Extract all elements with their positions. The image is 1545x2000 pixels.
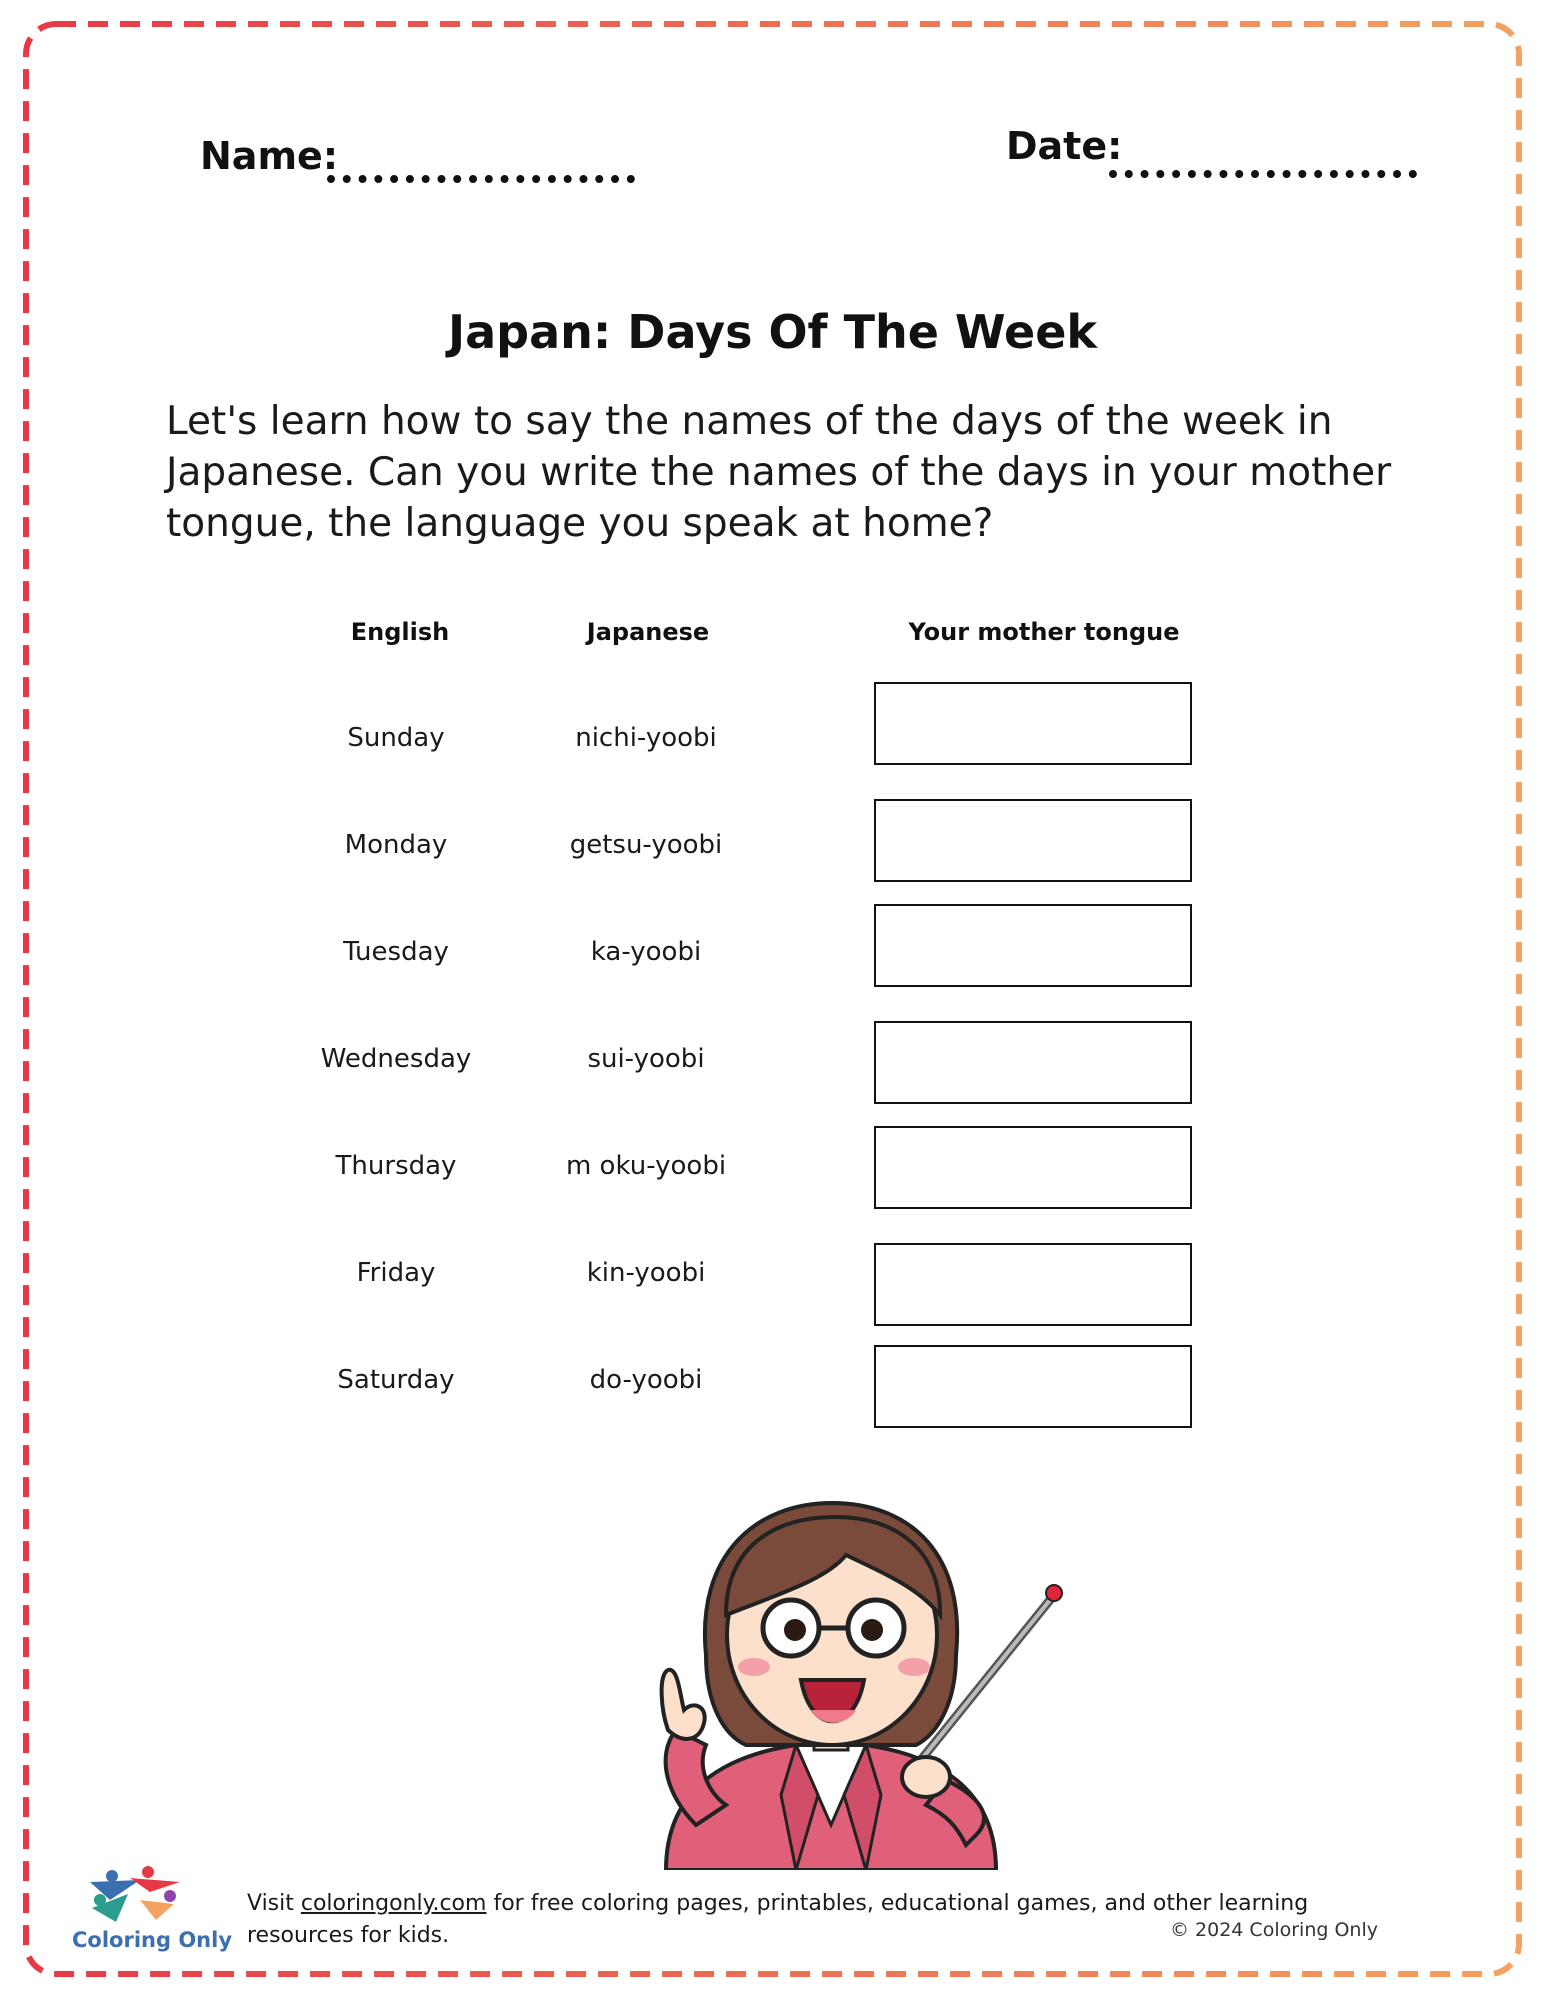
coloringonly-link[interactable]: coloringonly.com (300, 1891, 487, 1916)
column-header-mother-tongue: Your mother tongue (908, 618, 1180, 646)
intro-paragraph: Let's learn how to say the names of the days of the week in Japanese. Can you write the names of the days in your mother tongue, the language you speak at home? (166, 399, 1392, 546)
japanese-day: m oku-yoobi (565, 1151, 727, 1181)
japanese-day: kin-yoobi (586, 1258, 706, 1288)
footer-visit: Visit (247, 1891, 301, 1916)
column-header-english: English (350, 618, 450, 646)
english-day: Tuesday (343, 937, 449, 967)
name-label: Name: (200, 134, 339, 178)
japanese-day: sui-yoobi (587, 1044, 705, 1074)
answer-box-wednesday[interactable] (874, 1021, 1192, 1104)
english-day: Saturday (337, 1365, 455, 1395)
japanese-day: ka-yoobi (590, 937, 702, 967)
answer-box-saturday[interactable] (874, 1345, 1192, 1428)
logo-text: Coloring Only (72, 1928, 233, 1952)
english-day: Monday (344, 830, 448, 860)
answer-box-monday[interactable] (874, 799, 1192, 882)
coloring-only-logo-icon (70, 1860, 190, 1930)
answer-box-thursday[interactable] (874, 1126, 1192, 1209)
japanese-day: do-yoobi (589, 1365, 703, 1395)
answer-box-sunday[interactable] (874, 682, 1192, 765)
teacher-illustration (596, 1495, 1076, 1870)
english-day: Thursday (335, 1151, 457, 1181)
footer-rest: for free coloring pages, printables, educational games, and other learning resources for kids. (247, 1891, 1309, 1948)
japanese-day: getsu-yoobi (569, 830, 723, 860)
japanese-day: nichi-yoobi (575, 723, 717, 753)
english-day: Wednesday (320, 1044, 472, 1074)
english-day: Friday (356, 1258, 436, 1288)
copyright: © 2024 Coloring Only (1170, 1919, 1378, 1941)
column-header-japanese: Japanese (586, 618, 710, 646)
worksheet-title: Japan: Days Of The Week (447, 305, 1098, 359)
date-field-line[interactable] (1109, 170, 1417, 178)
answer-box-friday[interactable] (874, 1243, 1192, 1326)
answer-box-tuesday[interactable] (874, 904, 1192, 987)
name-field-line[interactable] (327, 175, 635, 183)
english-day: Sunday (347, 723, 445, 753)
date-label: Date: (1006, 124, 1123, 168)
